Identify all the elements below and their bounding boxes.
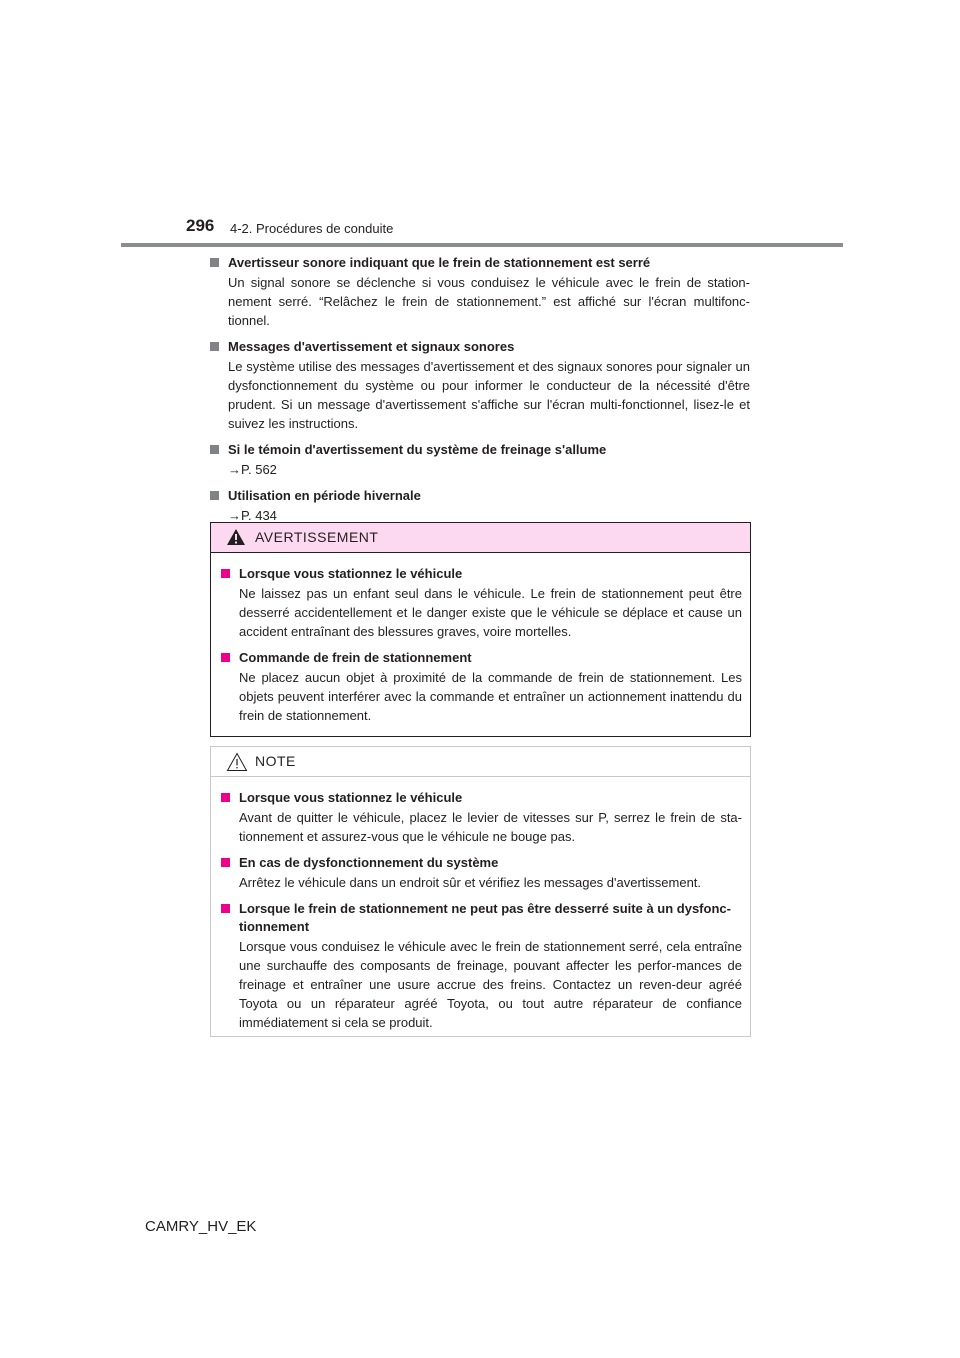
square-bullet-icon xyxy=(210,342,219,351)
square-bullet-icon xyxy=(221,793,230,802)
note-item xyxy=(221,854,742,892)
page-reference-link[interactable]: →P. 434 xyxy=(228,508,277,523)
item-title: Si le témoin d'avertissement du système de freinage s'allume xyxy=(228,442,607,457)
warning-header xyxy=(211,523,750,553)
page-reference-link[interactable]: →P. 562 xyxy=(228,462,277,477)
item-title: Messages d'avertissement et signaux sonores xyxy=(228,339,515,354)
square-bullet-icon xyxy=(221,904,230,913)
model-code-footer: CAMRY_HV_EK xyxy=(145,1218,257,1235)
square-bullet-icon xyxy=(221,569,230,578)
square-bullet-icon xyxy=(221,858,230,867)
page-number: 296 xyxy=(186,216,215,235)
main-content xyxy=(210,254,750,533)
info-item xyxy=(210,441,750,479)
info-item xyxy=(210,254,750,330)
item-text: Ne laissez pas un enfant seul dans le véhicule. Le frein de stationnement peut être desserré accidentellement et le danger existe que le véhicule se déplace et cause un accident entraînant des blessures graves, voire mortelles. xyxy=(239,586,742,639)
item-title: Commande de frein de stationnement xyxy=(239,650,472,665)
note-label: NOTE xyxy=(255,753,296,769)
info-item xyxy=(210,338,750,433)
item-title: Lorsque vous stationnez le véhicule xyxy=(239,566,463,581)
square-bullet-icon xyxy=(221,653,230,662)
square-bullet-icon xyxy=(210,491,219,500)
note-header xyxy=(211,747,750,777)
section-title: 4-2. Procédures de conduite xyxy=(230,221,394,236)
item-text: Arrêtez le véhicule dans un endroit sûr et vérifiez les messages d'avertissement. xyxy=(239,875,702,890)
note-item xyxy=(221,789,742,846)
warning-triangle-icon xyxy=(226,528,246,546)
item-title: En cas de dysfonctionnement du système xyxy=(239,855,499,870)
item-title: Lorsque le frein de stationnement ne peut pas être desserré suite à un dysfonc-tionnement xyxy=(239,901,731,934)
item-title: Avertisseur sonore indiquant que le frein de stationnement est serré xyxy=(228,255,651,270)
info-item xyxy=(210,487,750,525)
item-text: Un signal sonore se déclenche si vous conduisez le véhicule avec le frein de station-nement serré. “Relâchez le frein de stationnement.” est affiché sur l'écran multifonc-tionnel. xyxy=(228,275,750,328)
warning-item xyxy=(221,565,742,641)
item-title: Lorsque vous stationnez le véhicule xyxy=(239,790,463,805)
square-bullet-icon xyxy=(210,445,219,454)
item-title: Utilisation en période hivernale xyxy=(228,488,421,503)
note-item xyxy=(221,900,742,1032)
square-bullet-icon xyxy=(210,258,219,267)
item-text: Lorsque vous conduisez le véhicule avec le frein de stationnement serré, cela entraîne une surchauffe des composants de freinage, pouvant affecter les perfor-mances de freinage et entraîner une usure accrue des freins. Contactez un reven-deur agréé Toyota ou un réparateur agréé Toyota, ou tout autre réparateur de confiance immédiatement si cela se produit. xyxy=(239,939,742,1030)
item-text: Ne placez aucun objet à proximité de la commande de frein de stationnement. Les objets peuvent interférer avec la commande et entraîner un actionnement inattendu du frein de stationnement. xyxy=(239,670,742,723)
header-divider xyxy=(121,243,843,247)
warning-item xyxy=(221,649,742,725)
item-text: Avant de quitter le véhicule, placez le levier de vitesses sur P, serrez le frein de sta-tionnement et assurez-vous que le véhicule ne bouge pas. xyxy=(239,810,742,844)
warning-box xyxy=(210,522,751,737)
item-text: Le système utilise des messages d'avertissement et des signaux sonores pour signaler un dysfonctionnement du système ou pour informer le conducteur de la nécessité d'être prudent. Si un message d'avertissement s'affiche sur l'écran multi-fonctionnel, lisez-le et suivez les instructions. xyxy=(228,359,750,431)
note-box xyxy=(210,746,751,1037)
caution-triangle-icon xyxy=(226,752,248,772)
warning-label: AVERTISSEMENT xyxy=(255,529,379,545)
